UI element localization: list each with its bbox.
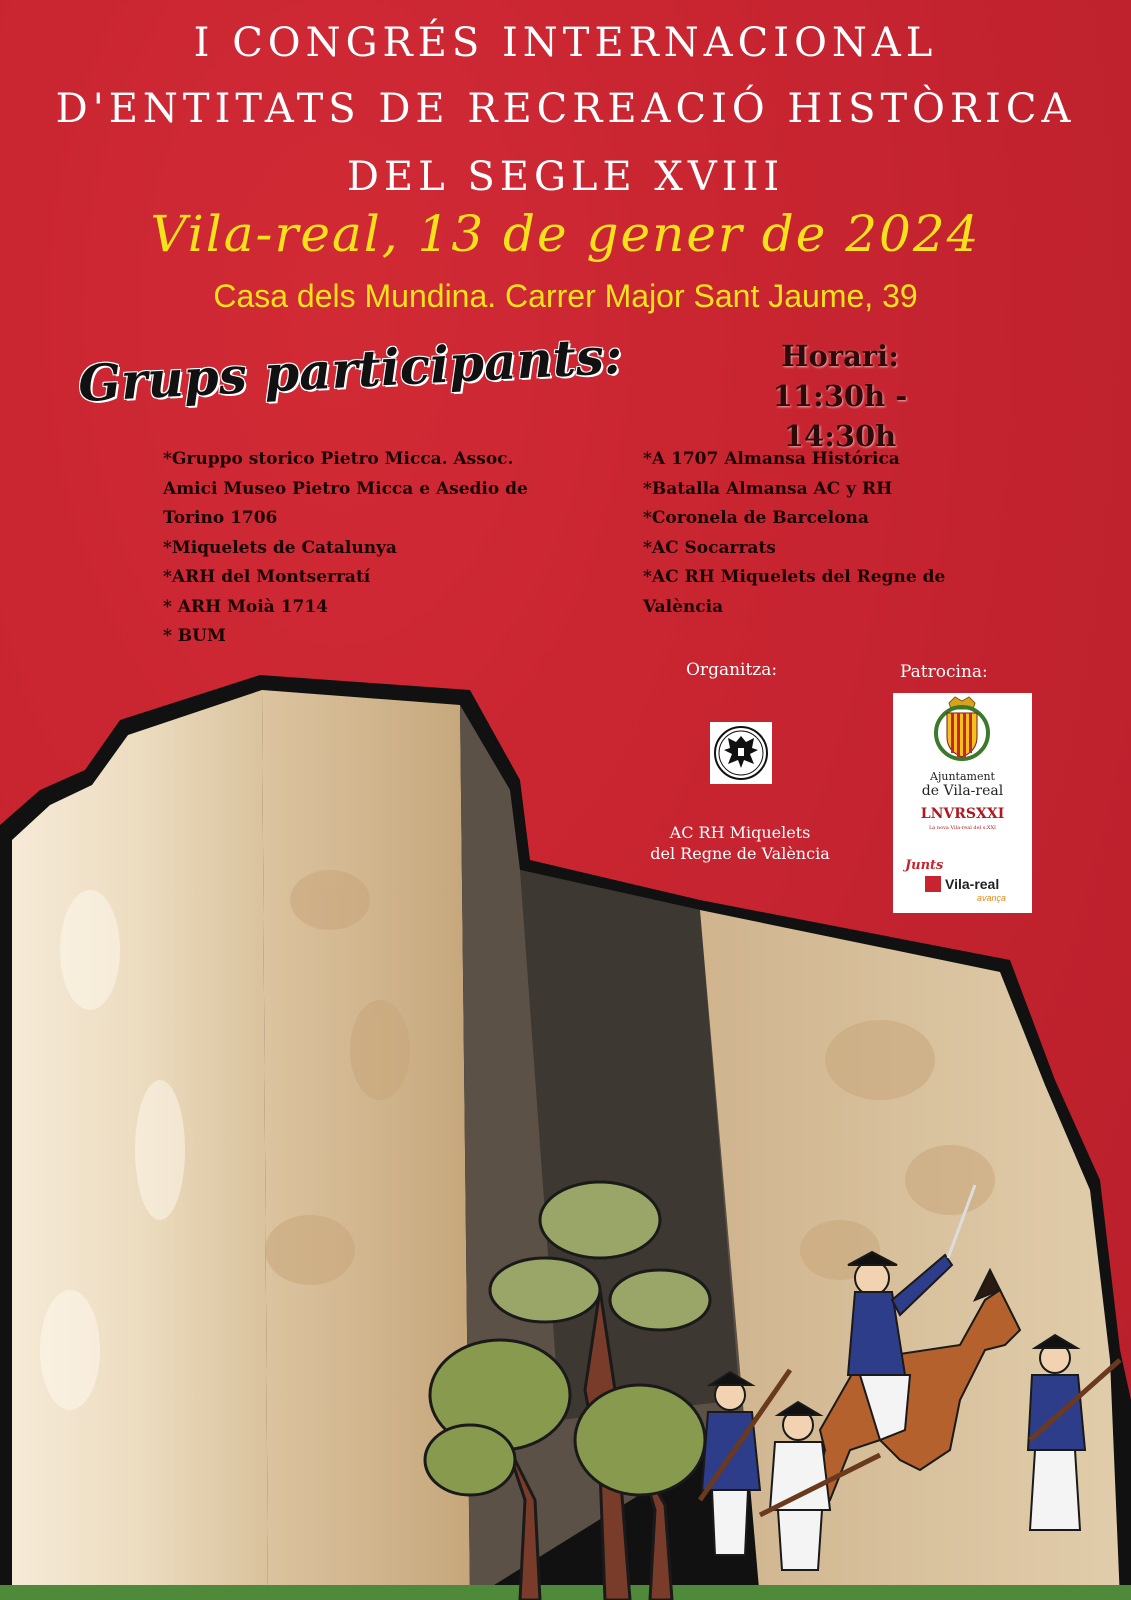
schedule-label: Horari: xyxy=(781,339,899,373)
double-headed-eagle-icon xyxy=(710,722,772,784)
event-date: Vila-real, 13 de gener de 2024 xyxy=(150,205,981,263)
organizer-logo xyxy=(710,722,772,784)
list-item: *Miquelets de Catalunya xyxy=(163,537,397,558)
organizer-label: Organitza: xyxy=(686,660,778,680)
list-item: València xyxy=(643,596,724,617)
list-item: *AC RH Miquelets del Regne de xyxy=(643,567,946,587)
sponsor-city-line-2: de Vila-real xyxy=(921,783,1004,799)
event-venue: Casa dels Mundina. Carrer Major Sant Jaume, 39 xyxy=(213,278,918,314)
groups-list-right xyxy=(643,445,973,622)
organizer-name-line-1: AC RH Miquelets xyxy=(669,823,811,842)
schedule xyxy=(720,336,960,456)
coat-of-arms-icon xyxy=(893,693,1032,773)
list-item: * BUM xyxy=(163,626,226,646)
list-item: *AC Socarrats xyxy=(643,537,776,558)
groups-heading: Grups participants: xyxy=(76,325,624,414)
list-item: Torino 1706 xyxy=(163,508,278,528)
sponsor-junts: Junts xyxy=(905,858,944,873)
sponsor-slogan: avança xyxy=(977,893,1007,903)
organizer-name xyxy=(640,822,840,864)
organizer-name-line-2: del Regne de València xyxy=(650,844,830,863)
title-line-2: D'ENTITATS DE RECREACIÓ HISTÒRICA xyxy=(55,86,1076,132)
list-item: Amici Museo Pietro Micca e Asedio de xyxy=(163,478,528,499)
schedule-time: 11:30h - 14:30h xyxy=(772,379,908,453)
title-line-1: I CONGRÉS INTERNACIONAL xyxy=(193,20,938,66)
sponsor-label: Patrocina: xyxy=(900,662,988,682)
list-item: *Gruppo storico Pietro Micca. Assoc. xyxy=(163,449,514,469)
list-item: * ARH Moià 1714 xyxy=(163,596,328,617)
sponsor-plan-subtitle: La nova Vila-real del s.XXI xyxy=(928,825,997,831)
list-item: *Batalla Almansa AC y RH xyxy=(643,478,893,499)
sponsor-city-line-1: Ajuntament xyxy=(930,770,995,783)
sponsor-logos xyxy=(893,693,1032,913)
list-item: *A 1707 Almansa Histórica xyxy=(643,449,900,469)
list-item: *ARH del Montserratí xyxy=(163,567,371,587)
sponsor-plan-name: LNVRSXXI xyxy=(920,806,1005,822)
vila-real-brand-icon xyxy=(925,876,941,892)
sponsor-brand: Vila-real xyxy=(945,876,1000,892)
list-item: *Coronela de Barcelona xyxy=(643,508,869,528)
groups-list-left xyxy=(163,445,533,652)
title-line-3: DEL SEGLE XVIII xyxy=(346,154,785,200)
